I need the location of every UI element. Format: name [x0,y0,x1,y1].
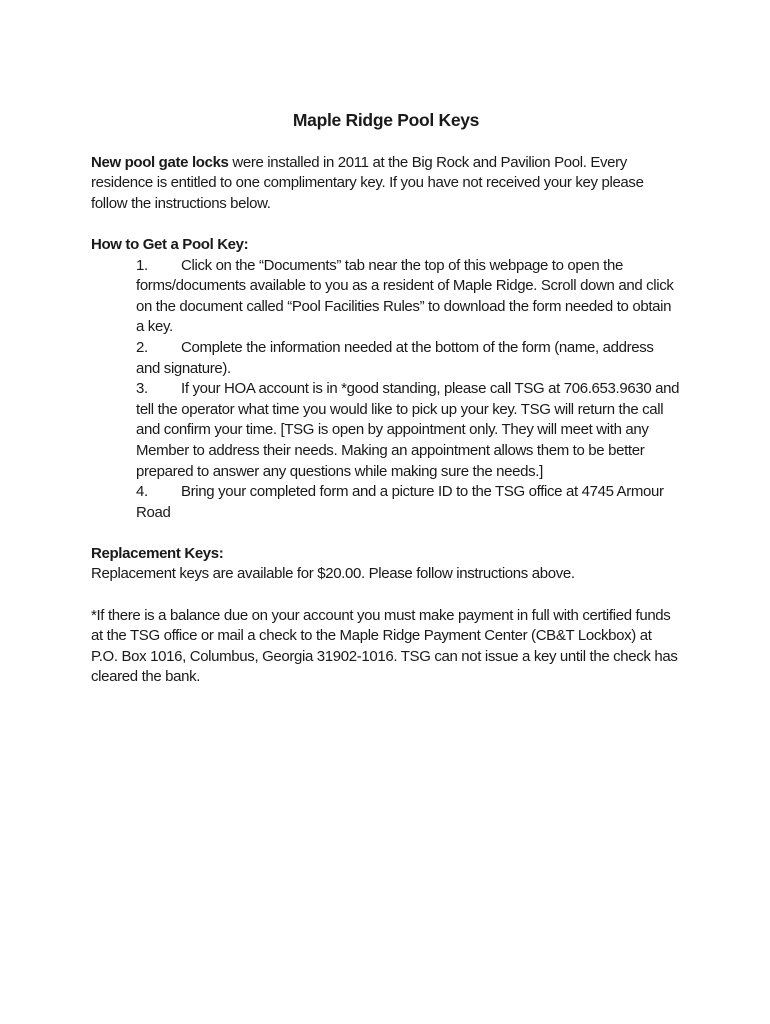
intro-lead: New pool gate locks [91,153,229,171]
step-text: Bring your completed form and a picture ID to the TSG office at 4745 Armour Road [136,483,664,521]
step-number: 4. [136,483,148,501]
intro-text: were installed in 2011 at the Big Rock and Pavilion Pool. Every residence is entitled to one complimentary key. If you have not received your key please follow the instructions below. [91,153,644,212]
step-text: If your HOA account is in *good standing, please call TSG at 706.653.9630 and tell the operator what time you would like to pick up your key. TSG will return the call and confirm your time. [TSG is open by appointment only. They will meet with any Member to address their needs. Making an appointment allows them to be better prepared to answer any questions while making sure the needs.] [136,380,680,480]
intro-paragraph [91,153,681,215]
list-item [136,379,681,482]
step-text: Click on the “Documents” tab near the top of this webpage to open the forms/documents available to you as a resident of Maple Ridge. Scroll down and click on the document called “Pool Facilities Rules” to download the form needed to obtain a key. [136,256,674,336]
replacement-heading: Replacement Keys: [91,544,224,562]
replacement-text: Replacement keys are available for $20.00. Please follow instructions above. [91,565,575,583]
spacer [91,523,681,544]
steps-list [91,256,681,524]
step-number: 1. [136,256,148,274]
list-item [136,482,681,523]
list-item [136,256,681,338]
step-text: Complete the information needed at the bottom of the form (name, address and signature). [136,338,654,377]
spacer [91,214,681,235]
footnote-paragraph: *If there is a balance due on your account you must make payment in full with certified funds at the TSG office or mail a check to the Maple Ridge Payment Center (CB&T Lockbox) at P.O. Box 1016, Columbus, Georgia 31902-1016. TSG can not issue a key until the check has cleared the bank. [91,606,678,686]
list-item [136,338,681,379]
page-title: Maple Ridge Pool Keys [292,110,480,130]
step-number: 3. [136,380,148,398]
step-number: 2. [136,338,148,356]
how-to-heading: How to Get a Pool Key: [91,235,249,253]
document-content [91,110,681,688]
spacer [91,585,681,606]
